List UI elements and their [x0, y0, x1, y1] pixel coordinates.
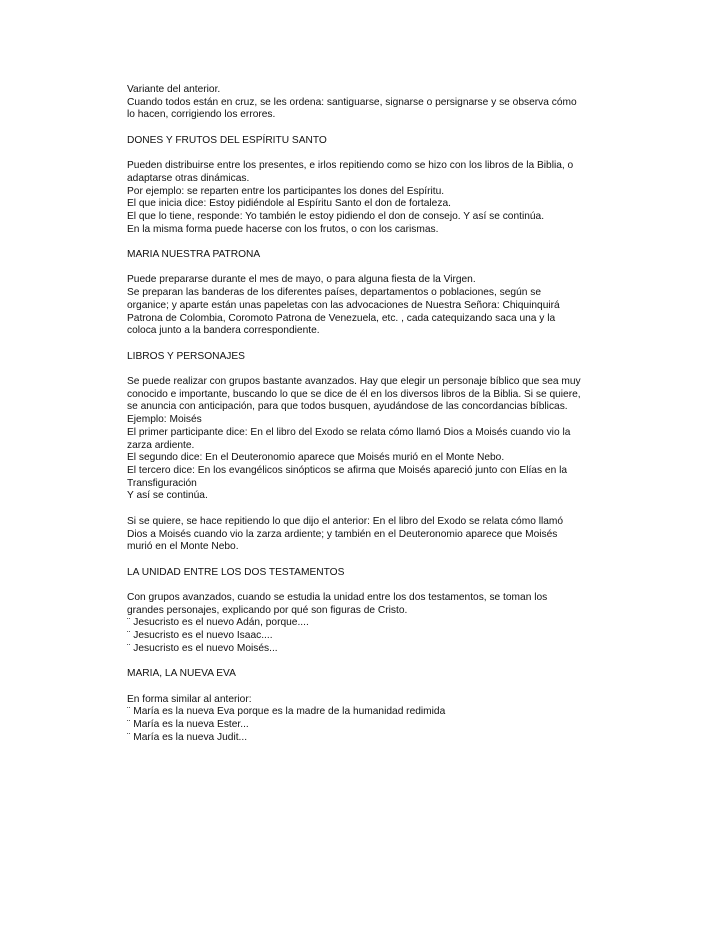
- text-line: ¨ Jesucristo es el nuevo Isaac....: [127, 630, 273, 642]
- paragraph: [127, 694, 587, 745]
- text-line: Se preparan las banderas de los diferentes países, departamentos o poblaciones, según se: [127, 287, 541, 299]
- paragraph: [127, 84, 587, 122]
- text-line: Y así se continúa.: [127, 490, 208, 502]
- section-heading: MARIA, LA NUEVA EVA: [127, 668, 236, 680]
- paragraph: [127, 592, 587, 656]
- text-line: Patrona de Colombia, Coromoto Patrona de Venezuela, etc. , cada catequizando saca una y la: [127, 312, 556, 324]
- section-heading: DONES Y FRUTOS DEL ESPÍRITU SANTO: [127, 134, 327, 146]
- text-line: lo hacen, corrigiendo los errores.: [127, 109, 276, 121]
- document-body: [127, 84, 587, 757]
- text-line: conocido e importante, buscando lo que se dice de él en los diversos libros de la Biblia. Si se quiere,: [127, 388, 581, 400]
- text-line: El que lo tiene, responde: Yo también le estoy pidiendo el don de consejo. Y así se continúa.: [127, 211, 545, 222]
- section-heading: LA UNIDAD ENTRE LOS DOS TESTAMENTOS: [127, 566, 345, 578]
- text-line: organice; y aparte están unas papeletas con las advocaciones de Nuestra Señora: Chiquinquirá: [127, 299, 560, 311]
- text-line: ¨ María es la nueva Eva porque es la madre de la humanidad redimida: [127, 706, 446, 718]
- text-line: El primer participante dice: En el libro del Exodo se relata cómo llamó Dios a Moisés cuando vio la: [127, 426, 571, 438]
- text-line: ¨ María es la nueva Ester...: [127, 718, 249, 730]
- text-line: Variante del anterior.: [127, 84, 221, 95]
- text-line: Se puede realizar con grupos bastante avanzados. Hay que elegir un personaje bíblico que sea muy: [127, 376, 581, 388]
- text-line: grandes personajes, explicando por qué son figuras de Cristo.: [127, 604, 408, 616]
- text-line: adaptarse otras dinámicas.: [127, 172, 250, 184]
- section-heading: LIBROS Y PERSONAJES: [127, 350, 245, 362]
- paragraph: [127, 274, 587, 338]
- text-line: El segundo dice: En el Deuteronomio aparece que Moisés murió en el Monte Nebo.: [127, 452, 505, 464]
- text-line: En forma similar al anterior:: [127, 693, 252, 705]
- text-line: zarza ardiente.: [127, 439, 195, 451]
- text-line: El que inicia dice: Estoy pidiéndole al Espíritu Santo el don de fortaleza.: [127, 198, 451, 210]
- paragraph: [127, 516, 587, 554]
- text-line: Puede prepararse durante el mes de mayo, o para alguna fiesta de la Virgen.: [127, 274, 476, 286]
- text-line: Dios a Moisés cuando vio la zarza ardiente; y también en el Deuteronomio aparece que Moisés: [127, 528, 558, 540]
- text-line: ¨ María es la nueva Judit...: [127, 731, 248, 743]
- text-line: Transfiguración: [127, 477, 197, 489]
- text-line: coloca junto a la bandera correspondiente.: [127, 325, 320, 337]
- paragraph: [127, 160, 587, 236]
- text-line: murió en el Monte Nebo.: [127, 541, 239, 553]
- text-line: Si se quiere, se hace repitiendo lo que dijo el anterior: En el libro del Exodo se relata cómo llamó: [127, 515, 564, 527]
- text-line: Con grupos avanzados, cuando se estudia la unidad entre los dos testamentos, se toman los: [127, 591, 548, 603]
- text-line: Pueden distribuirse entre los presentes, e irlos repitiendo como se hizo con los libros de la Biblia, o: [127, 160, 574, 172]
- text-line: ¨ Jesucristo es el nuevo Adán, porque....: [127, 617, 309, 629]
- text-line: El tercero dice: En los evangélicos sinópticos se afirma que Moisés apareció junto con Elías en la: [127, 465, 567, 476]
- text-line: Por ejemplo: se reparten entre los participantes los dones del Espíritu.: [127, 185, 445, 197]
- paragraph: [127, 376, 587, 503]
- text-line: En la misma forma puede hacerse con los frutos, o con los carismas.: [127, 223, 439, 235]
- text-line: Ejemplo: Moisés: [127, 414, 202, 426]
- section-heading: MARIA NUESTRA PATRONA: [127, 249, 261, 261]
- text-line: se anuncia con anticipación, para que todos busquen, ayudándose de las concordancias bíblicas.: [127, 401, 568, 413]
- text-line: Cuando todos están en cruz, se les ordena: santiguarse, signarse o persignarse y se observa cómo: [127, 96, 577, 108]
- text-line: ¨ Jesucristo es el nuevo Moisés...: [127, 642, 278, 654]
